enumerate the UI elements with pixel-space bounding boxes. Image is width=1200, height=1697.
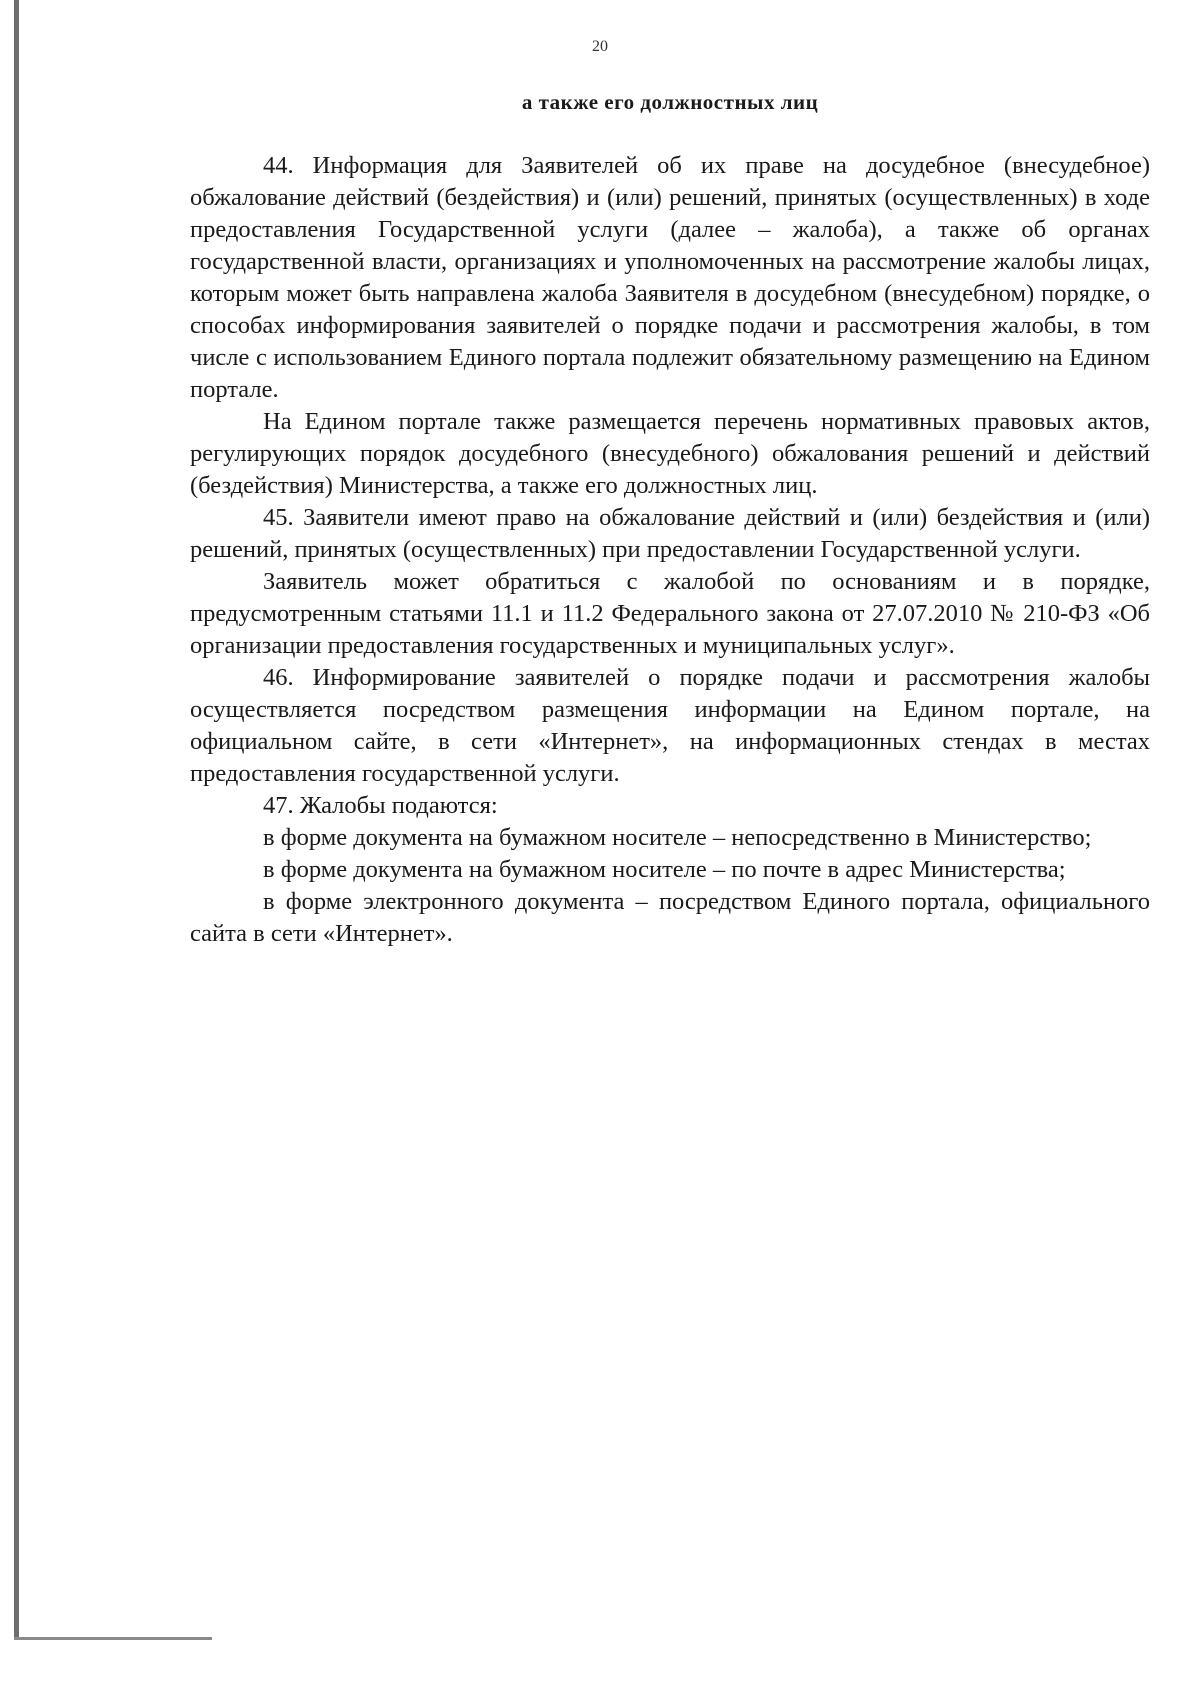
paragraph-44: 44. Информация для Заявителей об их праве на досудебное (внесудебное) обжалование действий (бездействия) и (или) решений, принятых (осуществленных) в ходе предоставления Государственной услуги (далее – жалоба), а также об органах государственной власти, организациях и уполномоченных на рассмотрение жалобы лицах, которым может быть направлена жалоба Заявителя в досудебном (внесудебном) порядке, о способах информирования заявителей о порядке подачи и рассмотрения жалобы, в том числе с использованием Единого портала подлежит обязательному размещению на Едином портале. [190,152,1150,403]
paragraph-45-law: Заявитель может обратиться с жалобой по основаниям и в порядке, предусмотренным статьями 11.1 и 11.2 Федерального закона от 27.07.2010 № 210-ФЗ «Об организации предоставления государственных и муниципальных услуг». [190,568,1150,659]
scan-edge-left [14,0,19,1640]
list-item-paper-mail: в форме документа на бумажном носителе – по почте в адрес Министерства; [263,856,1066,883]
paragraph-44-portal: На Едином портале также размещается перечень нормативных правовых актов, регулирующих порядок досудебного (внесудебного) обжалования решений и действий (бездействия) Министерства, а также его должностных лиц. [190,408,1150,499]
scan-edge-bottom [14,1637,212,1640]
paragraph-47: 47. Жалобы подаются: [263,792,498,819]
paragraph-46: 46. Информирование заявителей о порядке подачи и рассмотрения жалобы осуществляется посредством размещения информации на Едином портале, на официальном сайте, в сети «Интернет», на информационных стендах в местах предоставления государственной услуги. [190,664,1150,787]
list-item-paper-direct: в форме документа на бумажном носителе – непосредственно в Министерство; [263,824,1092,851]
list-item-electronic: в форме электронного документа – посредством Единого портала, официального сайта в сети «Интернет». [190,888,1150,947]
section-heading: а также его должностных лиц [521,90,819,114]
page-number: 20 [592,38,608,55]
paragraph-45: 45. Заявители имеют право на обжалование действий и (или) бездействия и (или) решений, принятых (осуществленных) при предоставлении Государственной услуги. [190,504,1150,563]
document-body [190,150,1150,950]
